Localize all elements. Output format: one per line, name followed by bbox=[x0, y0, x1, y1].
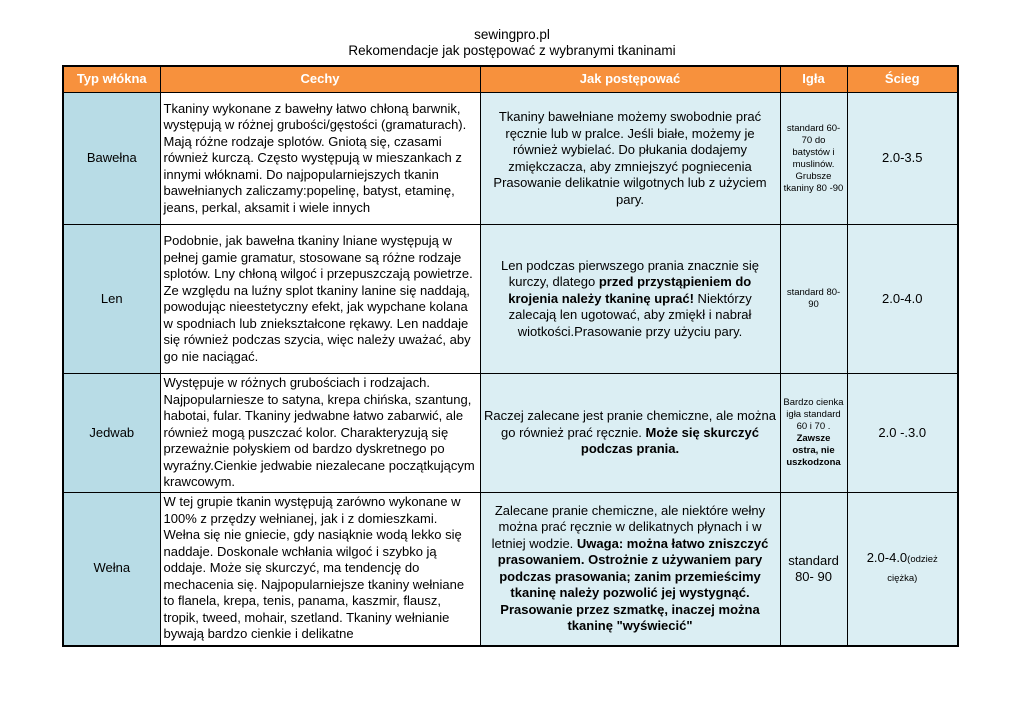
fiber-cell: Jedwab bbox=[63, 374, 160, 493]
fiber-cell: Wełna bbox=[63, 492, 160, 646]
needle-text: Bardzo cienka igła standard 60 i 70 . bbox=[783, 396, 844, 432]
stitch-note: (odzież ciężka) bbox=[887, 554, 938, 584]
stitch-cell: 2.0-4.0 bbox=[847, 225, 958, 374]
needle-cell: standard 60-70 do batystów i muslinów. Grubsze tkaniny 80 -90 bbox=[780, 93, 847, 225]
table-row bbox=[63, 93, 958, 225]
stitch-text: 2.0-4.0 bbox=[866, 550, 908, 565]
table-row bbox=[63, 492, 958, 646]
features-cell: W tej grupie tkanin występują zarówno wykonane w 100% z przędzy wełnianej, jak i z domieszkami. Wełna się nie gniecie, gdy nasiąknie wodą lekko się naddaje. Doskonale wchłania wilgoć i szybko ją oddaje. Może się skurczyć, ma tendencję do mechacenia się. Najpopularniejsze tkaniny wełniane to flanela, krepa, tenis, panama, kaszmir, flausz, tropik, tweed, mohair, szetland. Tkaniny wełnianie bywają bardzo cienkie i delikatne bbox=[160, 492, 480, 646]
table-row bbox=[63, 225, 958, 374]
fiber-cell: Len bbox=[63, 225, 160, 374]
needle-cell: standard 80-90 bbox=[780, 225, 847, 374]
column-header-needle: Igła bbox=[780, 66, 847, 93]
how-text: Raczej zalecane jest pranie chemiczne, ale można go również prać ręcznie. bbox=[484, 408, 776, 440]
stitch-cell bbox=[847, 492, 958, 646]
how-text-bold: Uwaga: można łatwo zniszczyć prasowaniem. Ostrożnie z używaniem pary podczas prasowania; zanim przemieścimy tkaninę należy pozwolić jej wystygnąć. Prasowanie przez szmatkę, inaczej można tkaninę "wyświecić" bbox=[497, 535, 769, 633]
features-cell: Tkaniny wykonane z bawełny łatwo chłoną barwnik, występują w różnej grubości/gęstości (gramaturach). Mają różne rodzaje splotów. Gniotą się, czasami również kurczą. Często występują w mieszankach z innymi włóknami. Do najpopularniejszych tkanin bawełnianych zaliczamy:popelinę, batyst, etaminę, jeans, perkal, aksamit i wiele innych bbox=[160, 93, 480, 225]
how-cell bbox=[480, 374, 780, 493]
needle-cell bbox=[780, 374, 847, 493]
column-header-stitch: Ścieg bbox=[847, 66, 958, 93]
how-text: Niektórzy zalecają len ugotować, aby zmiękł i nabrał wiotkości.Prasowanie przy użyciu pary. bbox=[508, 290, 752, 339]
features-cell: Podobnie, jak bawełna tkaniny lniane występują w pełnej gamie gramatur, stosowane są różne rodzaje splotów. Lny chłoną wilgoć i przepuszczają powietrze. Ze względu na luźny splot tkaniny lanine się naddają, powodując nieestetyczny efekt, jak wypchane kolana w spodniach lub zniekształcone rękawy. Len naddaje się również podczas szycia, więc należy uważać, aby go nie naciągać. bbox=[160, 225, 480, 374]
how-text: Len podczas pierwszego prania znacznie się kurczy, dlatego bbox=[501, 257, 759, 290]
fiber-cell: Bawełna bbox=[63, 93, 160, 225]
column-header-fiber: Typ włókna bbox=[63, 66, 160, 93]
how-text-bold: przed przystąpieniem do krojenia należy tkaninę uprać! bbox=[508, 274, 752, 306]
document-subtitle: Rekomendacje jak postępować z wybranymi tkaninami bbox=[348, 43, 676, 58]
stitch-cell: 2.0 -.3.0 bbox=[847, 374, 958, 493]
stitch-cell: 2.0-3.5 bbox=[847, 93, 958, 225]
column-header-how: Jak postępować bbox=[480, 66, 780, 93]
how-cell: Tkaniny bawełniane możemy swobodnie prać ręcznie lub w pralce. Jeśli białe, możemy je również wybielać. Do płukania dodajemy zmiękczacza, aby zmniejszyć pogniecenia Prasowanie delikatnie wilgotnych lub z użyciem pary. bbox=[480, 93, 780, 225]
fabric-table bbox=[62, 65, 959, 647]
needle-text-bold: Zawsze ostra, nie uszkodzona bbox=[786, 432, 841, 468]
needle-cell: standard 80- 90 bbox=[780, 492, 847, 646]
how-text: Zalecane pranie chemiczne, ale niektóre wełny można prać ręcznie w delikatnych płynach i w letniej wodzie. bbox=[491, 502, 766, 551]
table-row bbox=[63, 374, 958, 493]
how-text-bold: Może się skurczyć podczas prania. bbox=[580, 424, 759, 456]
site-title: sewingpro.pl bbox=[474, 27, 550, 42]
features-cell: Występuje w różnych grubościach i rodzajach. Najpopularniesze to satyna, krepa chińska, szantung, habotai, fular. Tkaniny jedwabne łatwo zabarwić, ale również mogą puszczać kolor. Charakteryzują się przeważnie połyskiem od bardzo dyskretnego po wyraźny.Cienkie jedwabie niezalecane początkującym krawcowym. bbox=[160, 374, 480, 493]
table-header-row bbox=[63, 66, 958, 93]
how-cell bbox=[480, 492, 780, 646]
document-header bbox=[0, 27, 1024, 59]
how-cell bbox=[480, 225, 780, 374]
column-header-features: Cechy bbox=[160, 66, 480, 93]
